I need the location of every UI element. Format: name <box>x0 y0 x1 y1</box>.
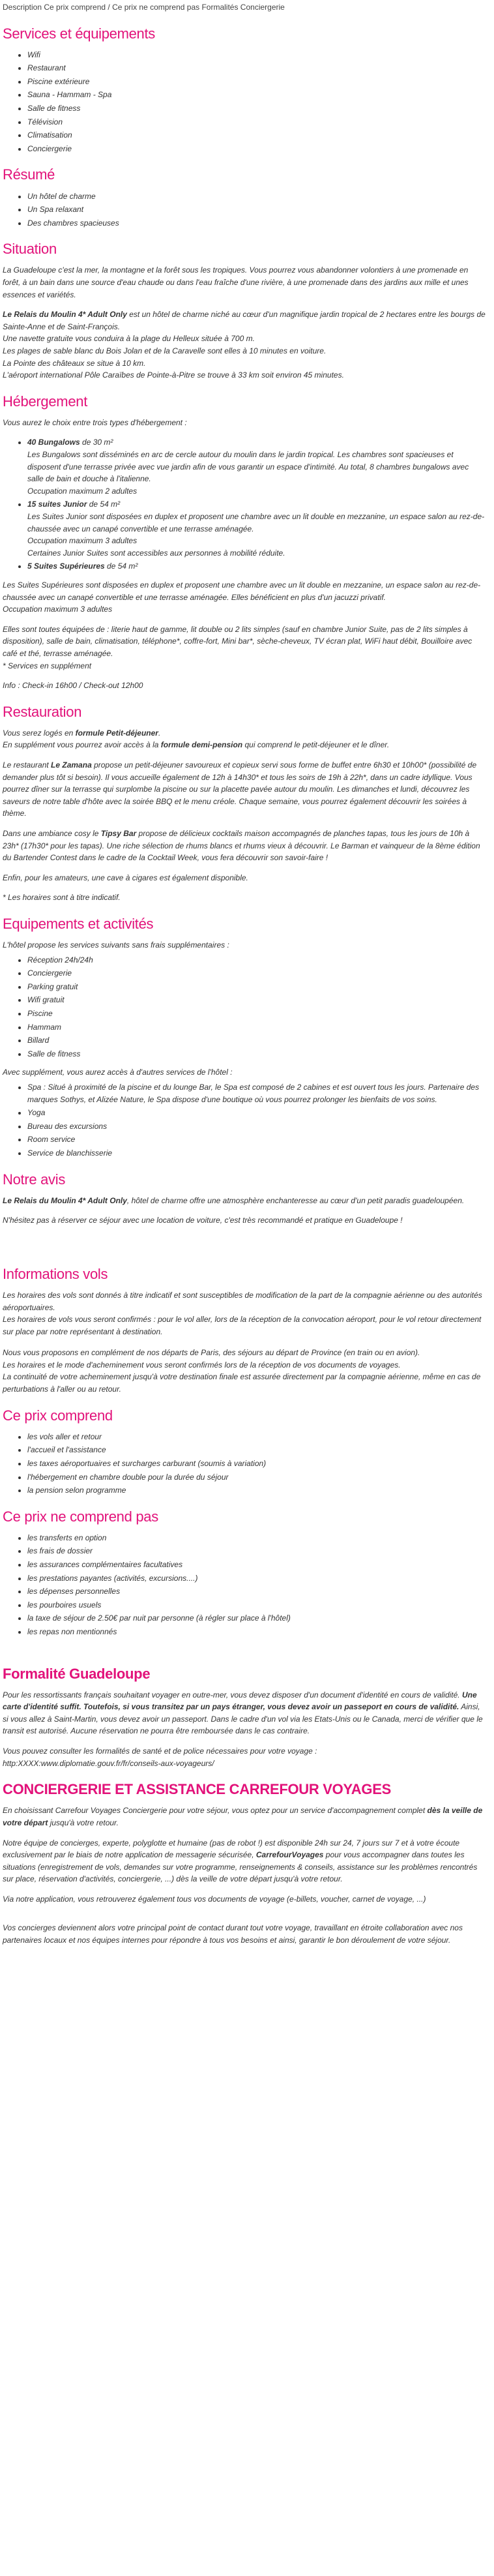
equipements-paid-item: • Bureau des excursions <box>27 1120 486 1133</box>
section-tabs[interactable]: Description Ce prix comprend / Ce prix ne comprend pas Formalités Conciergerie <box>3 3 285 12</box>
resume-item: • Des chambres spacieuses <box>27 217 486 230</box>
conciergerie-contact-paragraph: Vos concierges deviennent alors votre principal point de contact durant tout votre voyage, travaillant en étroite collaboration avec nos partenaires locaux et nos équipes internes pour répondre à tous vos besoins et ainsi, garantir le bon déroulement de votre séjour. <box>3 1923 463 1945</box>
ne-comprend-item: • les dépenses personnelles <box>27 1585 486 1598</box>
equipements-item: • Conciergerie <box>27 967 486 980</box>
restaurant-name: Le Zamana <box>51 760 92 770</box>
hebergement-item-size: de 54 m² <box>104 562 138 571</box>
restauration-text: qui comprend le petit-déjeuner et le dîner. <box>242 740 390 750</box>
equipements-paid-item: • Service de blanchisserie <box>27 1147 486 1160</box>
services-item: • Climatisation <box>27 129 486 142</box>
formalite-text: Ainsi, si vous allez à Saint-Martin, vous devez avoir un passeport. Dans le cadre d'un vol via les Etats-Unis ou le Canada, merci de vérifier que le transit est autorisé. Aucune réservation ne pourra être remboursée dans le cas contraire. <box>3 1702 483 1736</box>
resume-item: • Un Spa relaxant <box>27 203 486 216</box>
ne-comprend-item: • les transferts en option <box>27 1532 486 1544</box>
hebergement-list <box>3 436 486 573</box>
conciergerie-text: pour vous accompagner dans toutes les situations (enregistrement de vols, demandes sur votre programme, renseignements & conseils, assistance sur les problèmes rencontrés sur place, réservation d'activités, conciergerie, ...) dès la veille de votre départ jusqu'à votre retour. <box>3 1850 478 1884</box>
conciergerie-text: Notre équipe de concierges, experte, polyglotte et humaine (pas de robot !) est disponible 24h sur 24, 7 jours sur 7 et à votre écoute exclusivement par le biais de notre application de messagerie sécurisée, <box>3 1838 460 1860</box>
equipements-item: • Hammam <box>27 1021 486 1034</box>
checkin-info: Info : Check-in 16h00 / Check-out 12h00 <box>3 681 143 691</box>
equipements-intro-paid: Avec supplément, vous aurez accès à d'autres services de l'hôtel : <box>3 1068 233 1077</box>
situation-line: Une navette gratuite vous conduira à la plage du Helleux située à 700 m. <box>3 334 255 344</box>
ne-comprend-list <box>3 1532 486 1638</box>
bar-name: Tipsy Bar <box>100 828 137 838</box>
hebergement-equipment-paragraph <box>3 623 486 672</box>
formalite-paragraph <box>3 1689 486 1737</box>
services-item: • Salle de fitness <box>27 102 486 115</box>
equipements-paid-item: • Room service <box>27 1133 486 1146</box>
equipements-intro: L'hôtel propose les services suivants sans frais supplémentaires : <box>3 940 229 950</box>
vols-text: Les horaires et le mode d'acheminement vous seront confirmés lors de la réception de vos documents de voyages. <box>3 1360 401 1370</box>
hebergement-item-note: Certaines Junior Suites sont accessibles aux personnes à mobilité réduite. <box>27 548 285 558</box>
ne-comprend-item: • la taxe de séjour de 2.50€ par nuit par personne (à régler sur place à l'hôtel) <box>27 1612 486 1625</box>
comprend-list <box>3 1431 486 1497</box>
resume-title: Résumé <box>3 166 55 183</box>
conciergerie-team-paragraph <box>3 1837 486 1885</box>
hotel-name: Le Relais du Moulin 4* Adult Only <box>3 1195 127 1205</box>
vols-title: Informations vols <box>3 1265 108 1282</box>
restauration-formula <box>3 727 486 751</box>
situation-title: Situation <box>3 241 57 258</box>
conciergerie-documents-paragraph: Via notre application, vous retrouverez également tous vos documents de voyage (e-billets, voucher, carnet de voyage, ...) <box>3 1894 426 1904</box>
hours-note: * Les horaires sont à titre indicatif. <box>3 893 121 903</box>
equipements-paid-item: • Spa : Situé à proximité de la piscine et du lounge Bar, le Spa est composé de 2 cabines et est ouvert tous les jours. Partenaire des marques Sothys, et Alizée Nature, le Spa dispose d'une boutique où vous pourrez prolonger les bienfaits de vos soins. <box>27 1081 486 1105</box>
avis-text: , hôtel de charme offre une atmosphère enchanteresse au cœur d'un petit paradis guadeloupéen. <box>126 1195 465 1205</box>
services-item: • Conciergerie <box>27 143 486 155</box>
vols-text: La continuité de votre acheminement jusqu'à votre destination finale est assurée directement par la compagnie aérienne, même en cas de perturbations à l'aller ou au retour. <box>3 1372 481 1394</box>
formula-half-board: formule demi-pension <box>160 740 243 750</box>
conciergerie-title: CONCIERGERIE ET ASSISTANCE CARREFOUR VOYAGES <box>3 1781 391 1798</box>
services-list <box>3 49 486 155</box>
equipements-item: • Piscine <box>27 1008 486 1020</box>
hebergement-item-title: 15 suites Junior <box>27 500 87 509</box>
hebergement-item-desc: Les Bungalows sont disséminés en arc de cercle autour du moulin dans le jardin tropical. Les chambres sont spacieuses et disposent d'une terrasse privée avec vue jardin afin de vous garantir un espace d'intimité. Au total, 8 chambres bungalows avec salle de bain et douche à l'italienne. <box>27 450 469 484</box>
app-name: CarrefourVoyages <box>255 1850 324 1860</box>
ne-comprend-item: • les repas non mentionnés <box>27 1626 486 1638</box>
hebergement-item-size: de 30 m² <box>80 438 113 447</box>
situation-line: La Pointe des châteaux se situe à 10 km. <box>3 358 146 368</box>
conciergerie-text: jusqu'à votre retour. <box>48 1818 119 1827</box>
equipements-item: • Billard <box>27 1034 486 1047</box>
equipements-item: • Parking gratuit <box>27 981 486 993</box>
restaurant-paragraph <box>3 759 486 820</box>
restauration-text: Le restaurant <box>3 760 51 770</box>
comprend-item: • l'hébergement en chambre double pour la durée du séjour <box>27 1471 486 1484</box>
spacer <box>3 1645 486 1654</box>
situation-line: L'aéroport international Pôle Caraïbes de Pointe-à-Pitre se trouve à 33 km soit environ 45 minutes. <box>3 370 344 380</box>
spacer <box>3 1913 486 1922</box>
hebergement-sup-paragraph <box>3 579 486 616</box>
restauration-text: Dans une ambiance cosy le <box>3 828 101 838</box>
avis-title: Notre avis <box>3 1171 66 1188</box>
restauration-text: propose de délicieux cocktails maison accompagnés de planches tapas, tous les jours de 10h à 23h* (17h30* pour les tapas). Une riche sélection de rhums blancs et rhums vieux à découvrir. Le Barman et vainqueur de la 8ème édition du Bartender Contest dans le cadre de la Cocktail Week, vous fera découvrir son savoir-faire ! <box>3 828 480 863</box>
formalite-title: Formalité Guadeloupe <box>3 1665 151 1682</box>
avis-paragraph <box>3 1195 486 1207</box>
formalite-important: Une carte d'identité suffit. Toutefois, si vous transitez par un pays étranger, vous devez avoir un passeport en cours de validité. <box>3 1690 477 1712</box>
hebergement-item-title: 5 Suites Supérieures <box>27 562 105 571</box>
formalite-health-paragraph <box>3 1745 486 1769</box>
restauration-text: . <box>158 728 161 738</box>
vols-text: Nous vous proposons en complément de nos départs de Paris, des séjours au départ de Province (en train ou en avion). <box>3 1348 420 1358</box>
hebergement-sup-occupation: Occupation maximum 3 adultes <box>3 605 113 614</box>
vols-text: Les horaires des vols sont donnés à titre indicatif et sont susceptibles de modification de la part de la compagnie aérienne ou des autorités aéroportuaires. <box>3 1290 482 1312</box>
equipements-paid-list <box>3 1081 486 1160</box>
conciergerie-paragraph <box>3 1805 486 1829</box>
hotel-name: Le Relais du Moulin 4* Adult Only <box>3 310 127 320</box>
hebergement-item-desc: Les Suites Junior sont disposées en duplex et proposent une chambre avec un lit double en mezzanine, un espace salon au rez-de-chaussée avec un canapé convertible et une terrasse aménagée. <box>27 512 485 533</box>
services-item: • Piscine extérieure <box>27 76 486 88</box>
services-item: • Télévision <box>27 116 486 128</box>
vols-text: Les horaires de vols vous seront confirmés : pour le vol aller, lors de la réception de la convocation aéroport, pour le vol retour directement sur place par notre représentant à destination. <box>3 1315 482 1336</box>
ne-comprend-item: • les assurances complémentaires facultatives <box>27 1559 486 1571</box>
situation-hotel-text: est un hôtel de charme niché au cœur d'un magnifique jardin tropical de 2 hectares entre les bourgs de Sainte-Anne et de Saint-François. <box>3 310 486 331</box>
vols-paragraph-province <box>3 1347 486 1395</box>
hebergement-sup-desc: Les Suites Supérieures sont disposées en duplex et proposent une chambre avec un lit double en mezzanine, un espace salon au rez-de-chaussée avec un canapé convertible et une terrasse aménagée. Elles bénéficient en plus d'un jacuzzi privatif. <box>3 580 481 602</box>
services-item: • Sauna - Hammam - Spa <box>27 89 486 101</box>
equipements-item: • Wifi gratuit <box>27 994 486 1006</box>
restauration-text: propose un petit-déjeuner savoureux et copieux servi sous forme de buffet entre 6h30 et 10h00* (possibilité de demander plus tôt si besoin). Il vous accueille également de 12h à 14h30* et tous les soirs de 19h à 22h*, dans un cadre idyllique. Vous pourrez dîner sur la terrasse qui surplombe la piscine ou sur la placette pavée autour du moulin. Les dimanches et lundi, découvrez les saveurs de notre table d'hôte avec la soirée BBQ et le menu créole. Chaque semaine, vous pourrez également découvrir les soirées à thème. <box>3 760 477 818</box>
restauration-text: En supplément vous pourrez avoir accès à la <box>3 740 161 750</box>
avis-recommendation: N'hésitez pas à réserver ce séjour avec une location de voiture, c'est très recommandé et pratique en Guadeloupe ! <box>3 1216 403 1225</box>
restauration-text: Vous serez logés en <box>3 728 76 738</box>
comprend-item: • les vols aller et retour <box>27 1431 486 1443</box>
comprend-item: • l'accueil et l'assistance <box>27 1444 486 1456</box>
hebergement-item-junior <box>27 498 486 559</box>
equipements-paid-item: • Yoga <box>27 1107 486 1119</box>
resume-list <box>3 190 486 230</box>
vols-paragraph <box>3 1289 486 1338</box>
hebergement-item-superieures <box>27 560 486 573</box>
ne-comprend-item: • les prestations payantes (activités, excursions....) <box>27 1572 486 1585</box>
situation-hotel-paragraph <box>3 308 486 333</box>
formula-breakfast: formule Petit-déjeuner <box>75 728 158 738</box>
hebergement-intro: Vous aurez le choix entre trois types d'hébergement : <box>3 417 187 427</box>
hebergement-equipment-note: * Services en supplément <box>3 661 92 670</box>
equipements-item: • Réception 24h/24h <box>27 954 486 966</box>
ne-comprend-item: • les pourboires usuels <box>27 1599 486 1611</box>
spacer <box>3 1235 486 1254</box>
comprend-item: • la pension selon programme <box>27 1484 486 1497</box>
services-title: Services et équipements <box>3 25 156 42</box>
resume-item: • Un hôtel de charme <box>27 190 486 203</box>
situation-paragraph: La Guadeloupe c'est la mer, la montagne et la forêt sous les tropiques. Vous pourrez vous abandonner volontiers à une promenade en forêt, à un bain dans une source d'eau chaude ou dans l'eau fraîche d'une rivière, à une promenade dans des jardins aux mille et unes essences et variétés. <box>3 265 469 299</box>
hebergement-item-bungalows <box>27 436 486 497</box>
diplomatie-link[interactable]: http:XXXX:www.diplomatie.gouv.fr/fr/conseils-aux-voyageurs/ <box>3 1758 214 1768</box>
spacer <box>3 1338 486 1347</box>
formalite-text: Pour les ressortissants français souhaitant voyager en outre-mer, vous devez disposer d'un document d'identité en cours de validité. <box>3 1690 462 1700</box>
hebergement-equipment: Elles sont toutes équipées de : literie haut de gamme, lit double ou 2 lits simples (sauf en chambre Junior Suite, pas de 2 lits simples à disposition), salle de bain, climatisation, téléphone*, coffre-fort, Mini bar*, sèche-cheveux, TV écran plat, WiFi haut débit, Bouilloire avec café et thé, terrasse aménagée. <box>3 624 472 658</box>
situation-line: Les plages de sable blanc du Bois Jolan et de la Caravelle sont elles à 10 minutes en voiture. <box>3 346 327 355</box>
equipements-title: Equipements et activités <box>3 915 154 932</box>
hebergement-item-occupation: Occupation maximum 2 adultes <box>27 486 138 496</box>
conciergerie-text: En choisissant Carrefour Voyages Conciergerie pour votre séjour, vous optez pour un service d'accompagnement complet <box>3 1806 428 1816</box>
equipements-item: • Salle de fitness <box>27 1048 486 1060</box>
hebergement-item-size: de 54 m² <box>87 500 121 509</box>
hebergement-item-occupation: Occupation maximum 3 adultes <box>27 536 138 546</box>
comprend-title: Ce prix comprend <box>3 1407 113 1424</box>
restauration-title: Restauration <box>3 703 82 720</box>
services-item: • Restaurant <box>27 62 486 74</box>
ne-comprend-title: Ce prix ne comprend pas <box>3 1508 158 1525</box>
hebergement-item-title: 40 Bungalows <box>27 438 80 447</box>
formalite-text: Vous pouvez consulter les formalités de santé et de police nécessaires pour votre voyage : <box>3 1746 317 1756</box>
comprend-item: • les taxes aéroportuaires et surcharges carburant (soumis à variation) <box>27 1458 486 1470</box>
equipements-list <box>3 954 486 1060</box>
ne-comprend-item: • les frais de dossier <box>27 1545 486 1557</box>
hebergement-title: Hébergement <box>3 393 87 410</box>
services-item: • Wifi <box>27 49 486 61</box>
conciergerie-important: dès la veille de votre départ <box>3 1806 483 1827</box>
bar-paragraph <box>3 828 486 864</box>
cigar-paragraph: Enfin, pour les amateurs, une cave à cigares est également disponible. <box>3 873 248 882</box>
